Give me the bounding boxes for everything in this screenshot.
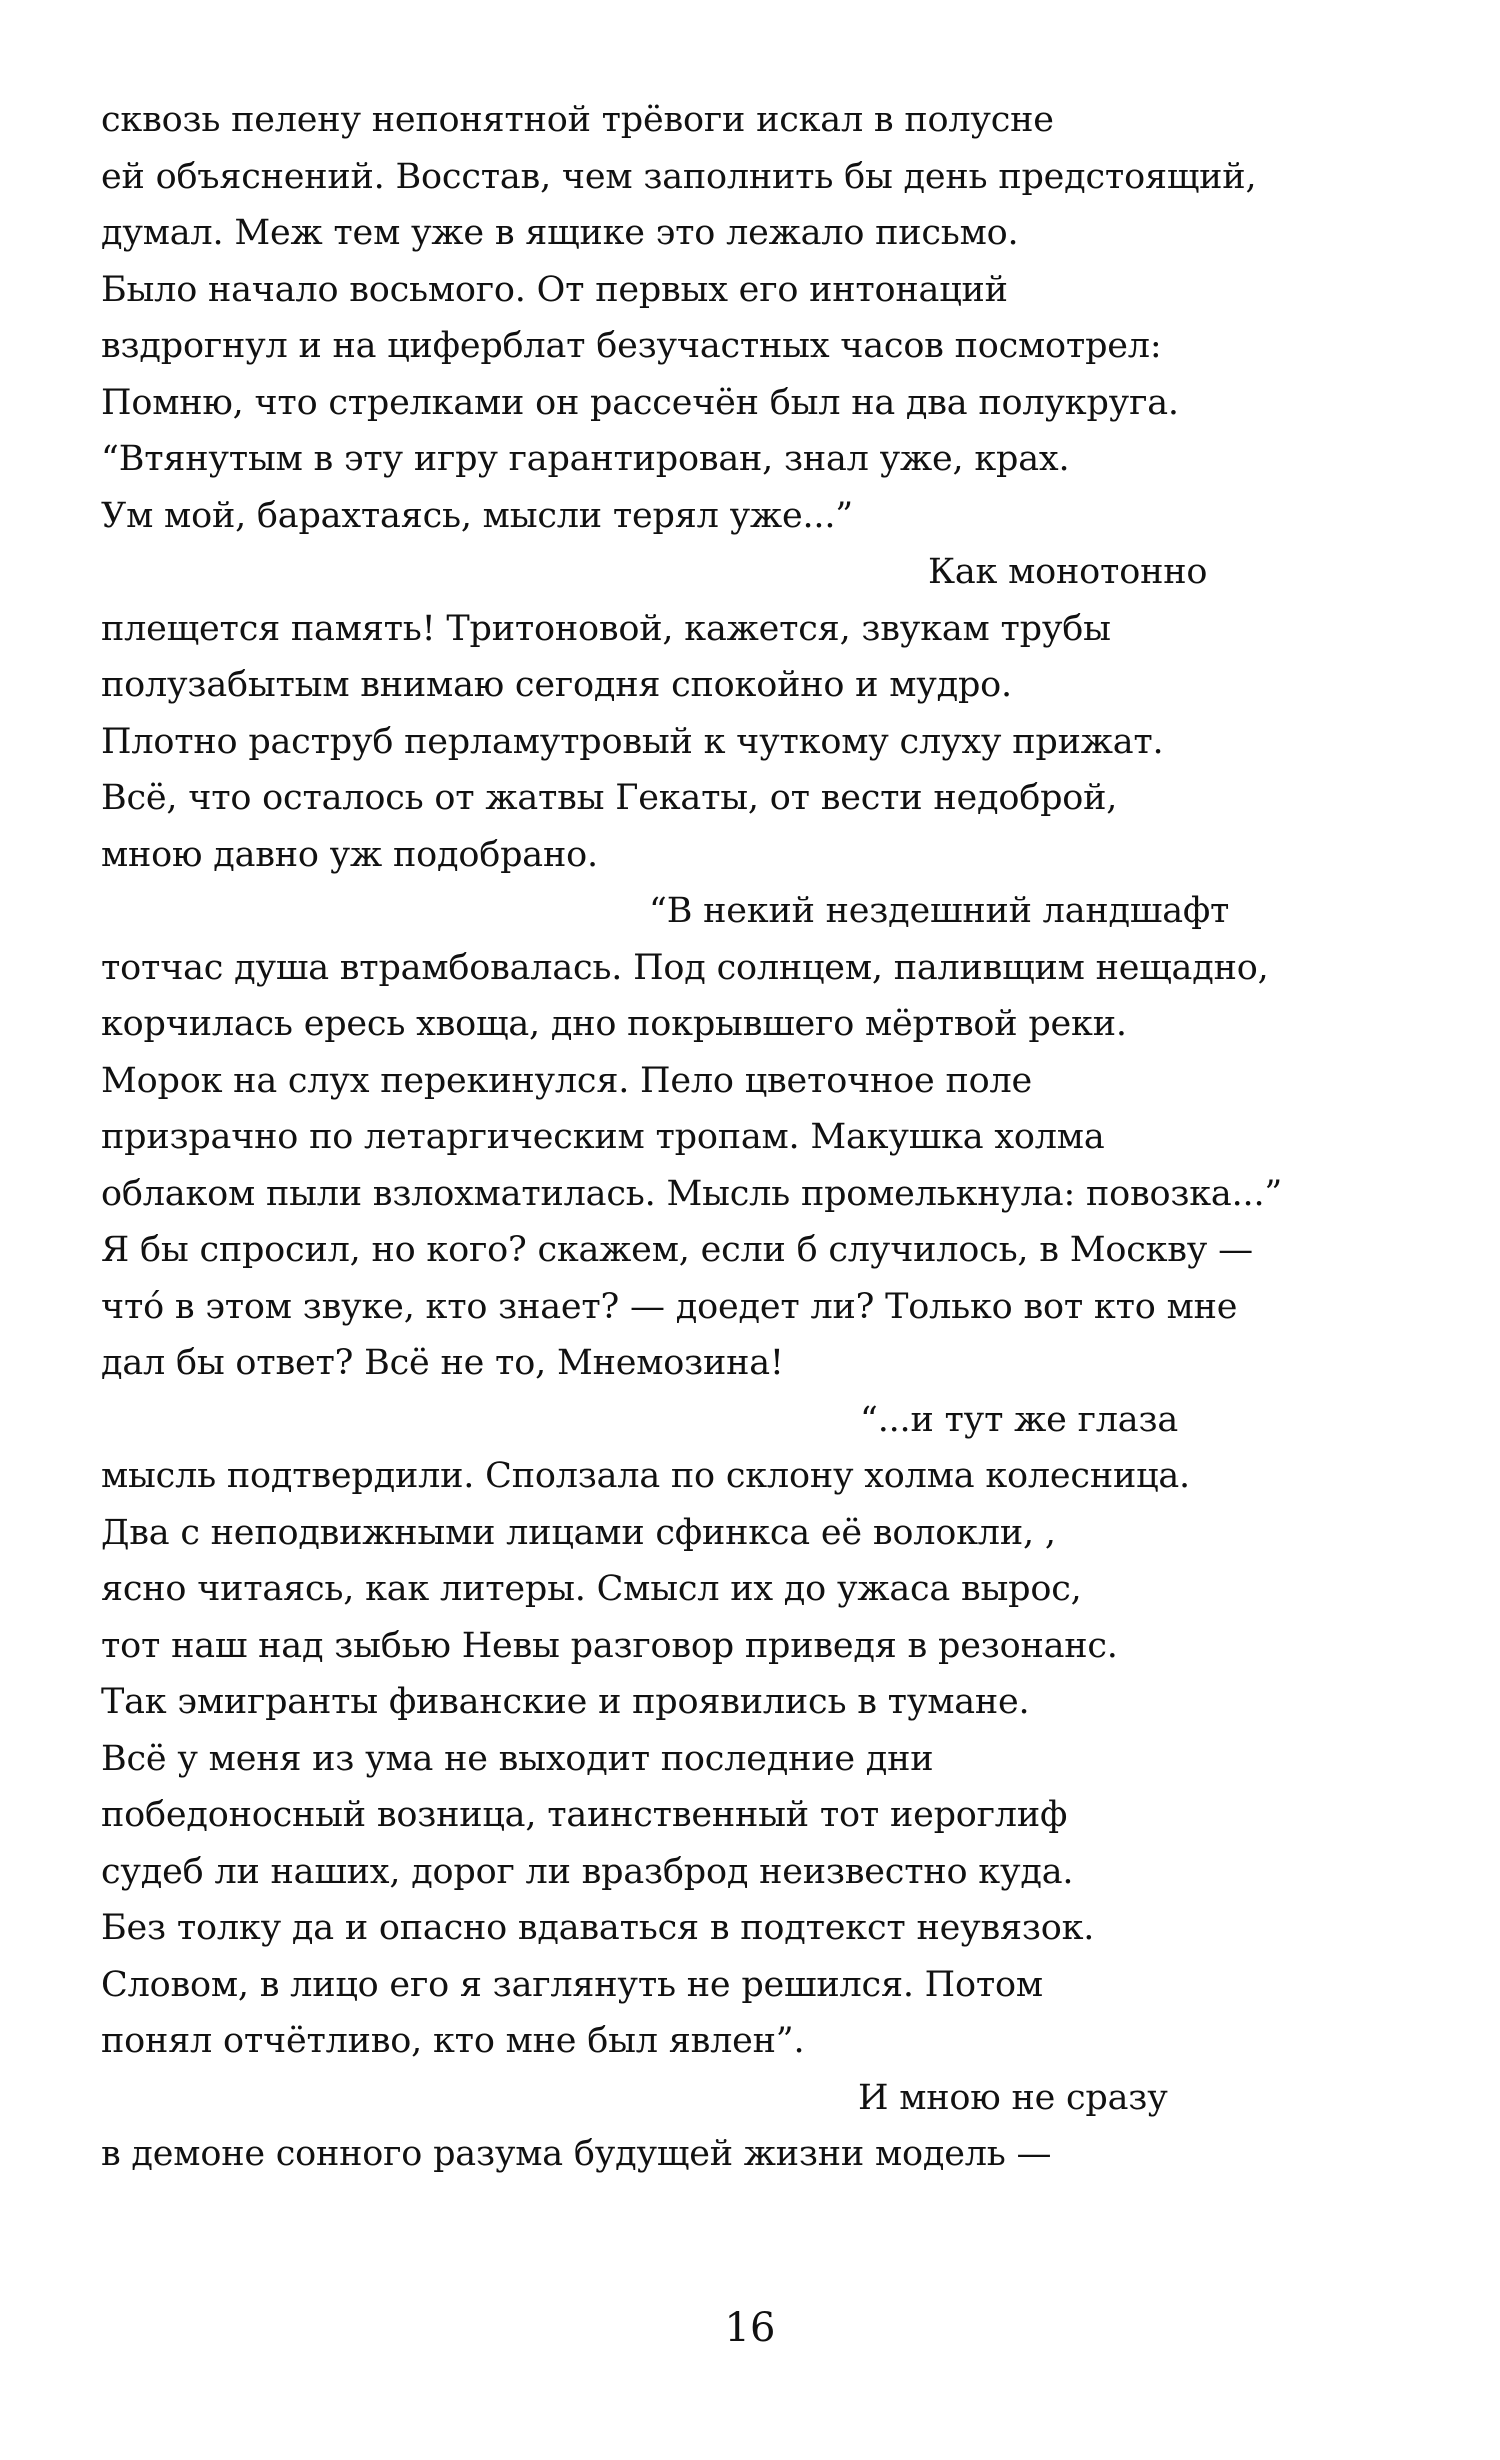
poem-line: Так эмигранты фиванские и проявились в тумане.	[101, 1682, 1030, 1722]
poem-line: что́ в этом звуке, кто знает? — доедет ли? Только вот кто мне	[101, 1286, 1238, 1327]
poem-line: думал. Меж тем уже в ящике это лежало письмо.	[101, 213, 1019, 253]
poem-line: тотчас душа втрамбовалась. Под солнцем, паливщим нещадно,	[101, 947, 1269, 988]
poem-line: призрачно по летаргическим тропам. Макушка холма	[101, 1117, 1105, 1157]
poem-line: ей объяснений. Восстав, чем заполнить бы день предстоящий,	[101, 156, 1257, 197]
poem-line: Помню, что стрелками он рассечён был на два полукруга.	[101, 382, 1179, 423]
poem-line: корчилась ересь хвоща, дно покрывшего мёртвой реки.	[101, 1004, 1127, 1044]
poem-line: вздрогнул и на циферблат безучастных часов посмотрел:	[101, 326, 1162, 366]
page-number: 16	[724, 2305, 776, 2351]
poem-line: Плотно раструб перламутровый к чуткому слуху прижат.	[101, 721, 1164, 762]
poem-line: Два с неподвижными лицами сфинкса её волокли, ,	[101, 1512, 1056, 1553]
poem-line: тот наш над зыбью Невы разговор приведя в резонанс.	[101, 1625, 1118, 1666]
poem-line: сквозь пелену непонятной трёвоги искал в полусне	[101, 100, 1054, 140]
poem-line: судеб ли наших, дорог ли вразброд неизвестно куда.	[101, 1851, 1074, 1892]
poem-line: облаком пыли взлохматилась. Мысль промелькнула: повозка...”	[101, 1173, 1283, 1214]
poem-line: Было начало восьмого. От первых его интонаций	[101, 269, 1008, 310]
poem-line: Всё у меня из ума не выходит последние дни	[101, 1738, 934, 1779]
poem-line: понял отчётливо, кто мне был явлен”.	[101, 2021, 805, 2061]
poem-line: “Втянутым в эту игру гарантирован, знал уже, крах.	[101, 439, 1070, 479]
poem-line: плещется память! Тритоновой, кажется, звукам трубы	[101, 608, 1111, 649]
poem-line: в демоне сонного разума будущей жизни модель —	[101, 2134, 1052, 2174]
poem-line: дал бы ответ? Всё не то, Мнемозина!	[101, 1343, 784, 1383]
poem-line: Без толку да и опасно вдаваться в подтекст неувязок.	[101, 1908, 1095, 1948]
poem-line: Я бы спросил, но кого? скажем, если б случилось, в Москву —	[101, 1230, 1253, 1270]
poem-line: Как монотонно	[928, 552, 1208, 592]
poem-line: ясно читаясь, как литеры. Смысл их до ужаса вырос,	[101, 1569, 1082, 1609]
poem-line: полузабытым внимаю сегодня спокойно и мудро.	[101, 665, 1012, 705]
poem-line: “В некий нездешний ландшафт	[649, 891, 1230, 931]
poem-line: “...и тут же глаза	[860, 1399, 1178, 1440]
poem-line: И мною не сразу	[858, 2077, 1168, 2118]
poem-line: мною давно уж подобрано.	[101, 834, 598, 875]
poem-line: Словом, в лицо его я заглянуть не решился. Потом	[101, 1964, 1043, 2005]
poem-line: победоносный возница, таинственный тот иероглиф	[101, 1795, 1068, 1835]
poem-text	[101, 92, 1431, 2183]
poem-line: Ум мой, барахтаясь, мысли терял уже...”	[101, 495, 853, 536]
poem-line: Всё, что осталось от жатвы Гекаты, от вести недоброй,	[101, 778, 1118, 818]
poem-line: Морок на слух перекинулся. Пело цветочное поле	[101, 1060, 1032, 1101]
poem-line: мысль подтвердили. Сползала по склону холма колесница.	[101, 1456, 1190, 1496]
